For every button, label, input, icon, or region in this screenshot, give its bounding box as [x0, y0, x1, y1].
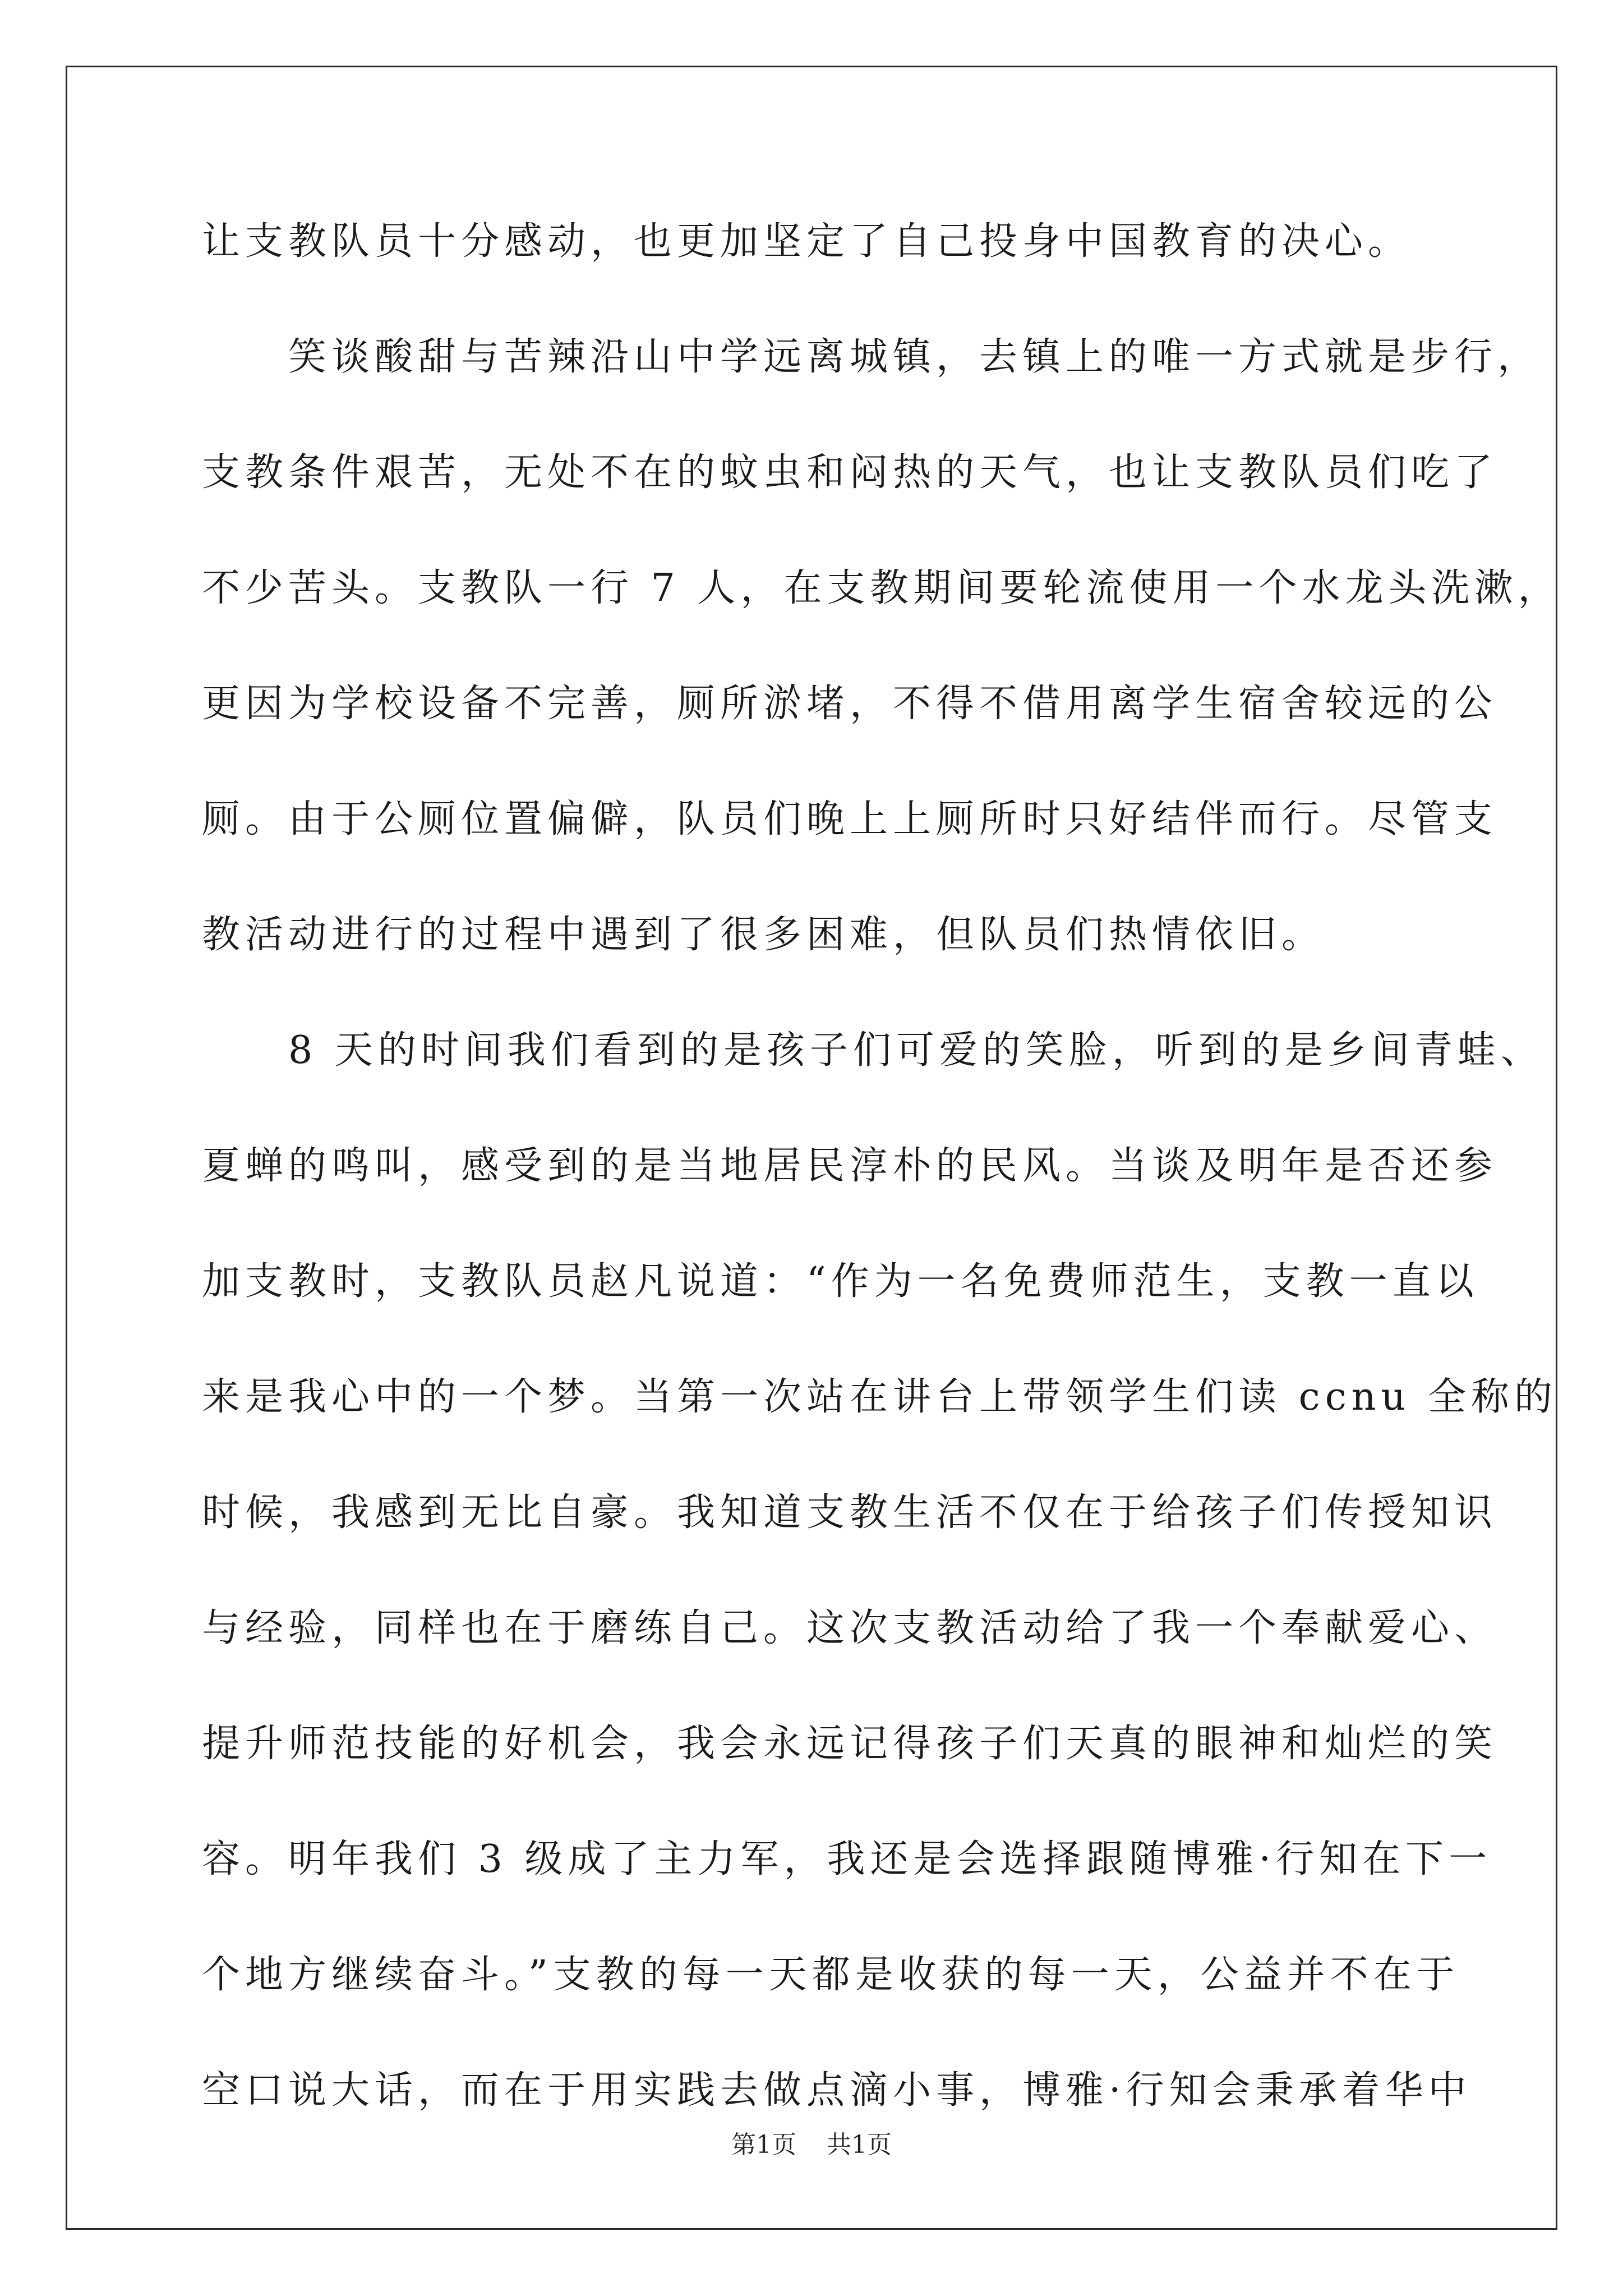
text-line: 个地方继续奋斗。”支教的每一天都是收获的每一天，公益并不在于 — [202, 1953, 1460, 1997]
text-line: 空口说大话，而在于用实践去做点滴小事，博雅·行知会秉承着华中 — [202, 2068, 1472, 2113]
text-line: 加支教时，支教队员赵凡说道：“作为一名免费师范生，支教一直以 — [202, 1259, 1479, 1304]
text-line: 提升师范技能的好机会，我会永远记得孩子们天真的眼神和灿烂的笑 — [202, 1722, 1498, 1766]
page-number-current: 第1页 — [731, 2131, 796, 2159]
text-line: 夏蝉的鸣叫，感受到的是当地居民淳朴的民风。当谈及明年是否还参 — [202, 1144, 1498, 1188]
document-body — [202, 184, 1561, 2148]
text-line: 容。明年我们 3 级成了主力军，我还是会选择跟随博雅·行知在下一 — [202, 1837, 1492, 1881]
text-line: 笑谈酸甜与苦辣沿山中学远离城镇，去镇上的唯一方式就是步行， — [202, 335, 1541, 379]
text-line: 教活动进行的过程中遇到了很多困难，但队员们热情依旧。 — [202, 913, 1325, 957]
text-line: 来是我心中的一个梦。当第一次站在讲台上带领学生们读 ccnu 全称的 — [202, 1375, 1557, 1419]
page-number-total: 共1页 — [827, 2131, 892, 2159]
text-line: 支教条件艰苦，无处不在的蚊虫和闷热的天气，也让支教队员们吃了 — [202, 450, 1498, 495]
page-footer — [0, 2128, 1623, 2162]
text-line: 与经验，同样也在于磨练自己。这次支教活动给了我一个奉献爱心、 — [202, 1606, 1498, 1650]
text-line: 不少苦头。支教队一行 7 人，在支教期间要轮流使用一个水龙头洗漱， — [202, 566, 1561, 610]
text-line: 厕。由于公厕位置偏僻，队员们晚上上厕所时只好结伴而行。尽管支 — [202, 797, 1498, 841]
text-line: 让支教队员十分感动，也更加坚定了自己投身中国教育的决心。 — [202, 219, 1412, 264]
text-line: 更因为学校设备不完善，厕所淤堵，不得不借用离学生宿舍较远的公 — [202, 682, 1498, 726]
text-line: 时候，我感到无比自豪。我知道支教生活不仅在于给孩子们传授知识 — [202, 1490, 1498, 1535]
text-line: 8 天的时间我们看到的是孩子们可爱的笑脸，听到的是乡间青蛙、 — [202, 1028, 1544, 1073]
